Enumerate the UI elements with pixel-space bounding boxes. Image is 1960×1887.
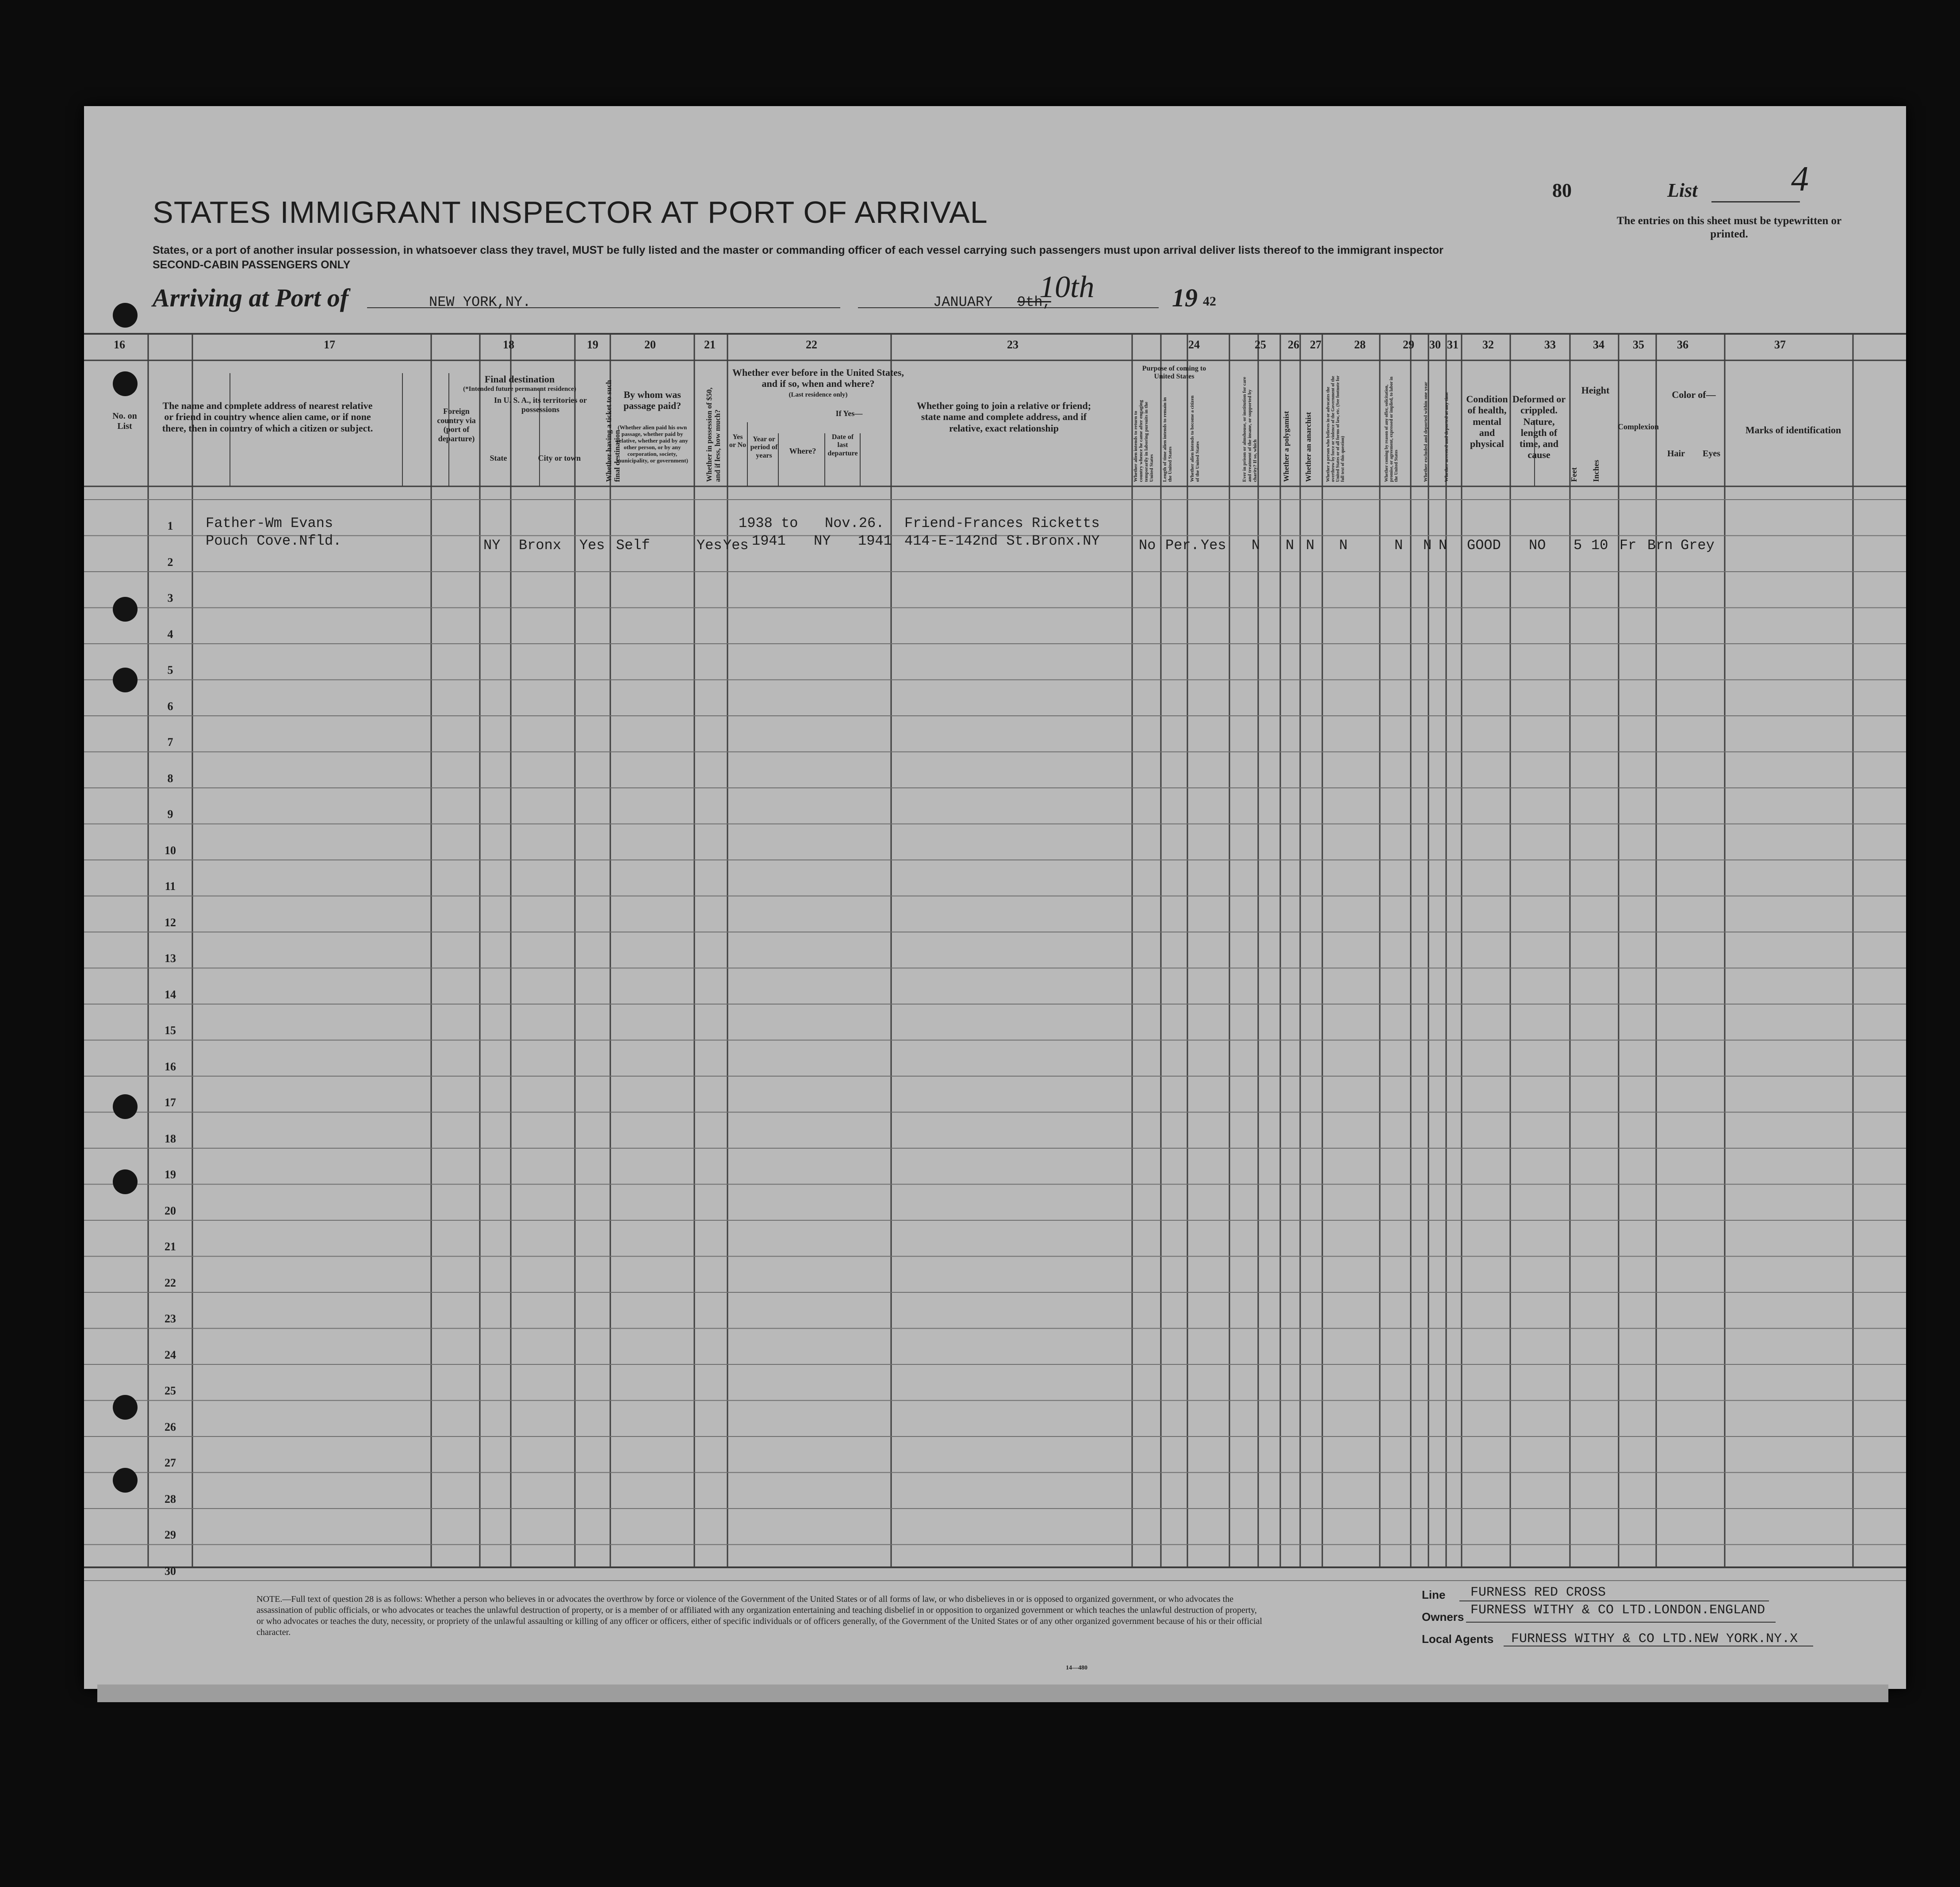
col-number-23: 23 [1007,338,1018,351]
binding-hole [113,1468,138,1493]
row-number: 3 [167,592,173,604]
entry-period-line2: 1941 [752,533,786,549]
row-number: 27 [165,1456,176,1469]
line-value: FURNESS RED CROSS [1470,1585,1606,1600]
entry-before-yes: Yes [723,537,749,554]
row-number: 20 [165,1204,176,1217]
col-number-27: 27 [1310,338,1321,351]
header-last-departure: Date of last departure [827,433,858,457]
row-number: 7 [167,736,173,749]
col-number-19: 19 [587,338,598,351]
header-polygamist: Whether a polygamist [1282,411,1290,482]
footnote-question-28: NOTE.—Full text of question 28 is as follows: Whether a person who believes in or advocates the overthrow by force or violence of the Government of the United States or of all forms of law, or who disbelieves in or is opposed to organized government, or who advocates the assassination of public officials, or who advocates or teaches the unlawful destruction of property, or is a member of or affiliated with any organization entertaining and teaching disbelief in or opposition to organized government or which teaches the unlawful destruction of property, or who advocates or teaches the duty, necessity, or propriety of the unlawful assaulting or killing of any officer or officers, either of specific individuals or of officers generally, of the Government of the United States or of any other organized government because of his or their official character. [256,1594,1263,1637]
row-number: 19 [165,1168,176,1181]
header-anarchist: Whether an anarchist [1304,412,1313,482]
entry-length: Per. [1165,537,1199,554]
col-number-34: 34 [1593,338,1604,351]
header-final-destination: Final destination [484,374,555,385]
col-number-22: 22 [806,338,817,351]
entry-return: No [1139,537,1156,554]
col-number-24: 24 [1188,338,1200,351]
entries-note: The entries on this sheet must be typewritten or printed. [1616,215,1842,240]
row-number: 8 [167,772,173,785]
entry-nearest-line1: Father-Wm Evans [206,515,333,531]
row-number: 10 [165,844,176,857]
header-in-usa: In U. S. A., its territories or possessions [494,396,587,414]
row-number: 22 [165,1276,176,1289]
row-number: 28 [165,1492,176,1505]
header-if-yes: If Yes— [835,409,863,418]
header-ever-before: Whether ever before in the United States, and if so, when and where? [732,367,904,390]
row-number: 26 [165,1420,176,1433]
header-complexion: Complexion [1618,422,1659,431]
line-label: Line [1422,1588,1446,1601]
arriving-label: Arriving at Port of [153,283,349,312]
row-number: 17 [165,1096,176,1109]
header-by-whom-note: (Whether alien paid his own passage, whether paid by relative, whether paid by any other person, or by any corporation, society, municipality, or government) [616,424,688,464]
binding-hole [113,668,138,692]
agents-value: FURNESS WITHY & CO LTD.NEW YORK.NY.X [1511,1631,1798,1646]
col-number-25: 25 [1255,338,1266,351]
col-number-16: 16 [114,338,125,351]
row-number: 21 [165,1240,176,1253]
date-struck: 9th, [1017,294,1051,310]
row-number: 14 [165,988,176,1001]
date-day-handwritten: 10th [1039,270,1095,304]
entry-state: NY [483,537,501,554]
row-number: 23 [165,1312,176,1325]
entry-hair: Brn [1647,537,1673,554]
binding-hole [113,303,138,328]
row-number: 29 [165,1528,176,1541]
entry-health: GOOD [1467,537,1501,554]
header-ticket: Whether having a ticket to such final destination [605,380,621,482]
col-number-35: 35 [1633,338,1644,351]
binding-hole [113,1094,138,1119]
entry-join-line1: Friend-Frances Ricketts [904,515,1100,531]
entry-city: Bronx [519,537,562,554]
entry-offer: N [1394,537,1403,554]
col-number-37: 37 [1774,338,1786,351]
entry-money: Yes [697,537,722,554]
header-excluded: Whether excluded and deported within one year [1423,382,1428,482]
list-label: List [1667,180,1698,201]
instructions-text: States, or a port of another insular possession, in whatsoever class they travel, MUST be fully listed and the master or commanding officer of each vessel carrying such passengers must upon arrival deliver lists thereof to the immigrant inspector [153,244,1443,256]
entry-polygamist: N [1286,537,1294,554]
col-number-21: 21 [704,338,716,351]
header-hair: Hair [1667,449,1685,458]
date-line [858,307,1159,308]
list-number: 4 [1791,160,1809,199]
header-city: City or town [538,454,581,462]
entry-arrested: N [1439,537,1447,554]
header-eyes: Eyes [1703,449,1720,458]
class-line: SECOND-CABIN PASSENGERS ONLY [153,259,351,271]
header-condition: Condition of health, mental and physical [1466,393,1508,450]
manifest-sheet [84,106,1906,1689]
col-number-36: 36 [1677,338,1688,351]
row-number: 2 [167,555,173,569]
header-marks: Marks of identification [1745,424,1841,435]
header-purpose-length: Length of time alien intends to remain in the United States [1162,397,1173,482]
entry-complexion: Fr [1619,537,1637,554]
page-number: 80 [1552,180,1572,201]
row-number: 6 [167,699,173,713]
binding-hole [113,371,138,396]
port-value: NEW YORK,NY. [429,294,531,310]
col-number-17: 17 [324,338,335,351]
row-number: 4 [167,627,173,641]
entry-where-line2: NY [814,533,831,549]
owners-rule [1466,1622,1776,1623]
header-overthrow: Whether a person who believes in or advocates the overthrow by force or violence of the Government of the United States or of all forms of law, etc. (See footnote for full text of this question) [1326,375,1345,482]
col-number-28: 28 [1354,338,1366,351]
row-number: 24 [165,1348,176,1361]
entry-join-line2: 414-E-142nd St.Bronx.NY [904,533,1100,549]
col-number-18: 18 [503,338,514,351]
year-suffix: 42 [1203,294,1216,309]
header-offer: Whether coming by reason of any offer, solicitation, promise, or agreement, expressed or implied, to labor in the United States [1384,376,1399,482]
header-inches: Inches [1592,459,1600,482]
col-number-32: 32 [1482,338,1494,351]
entry-deformed: NO [1529,537,1546,554]
col-number-31: 31 [1447,338,1459,351]
header-yes-no: Yes or No [729,433,746,449]
entry-feet: 5 [1573,537,1582,554]
row-number: 15 [165,1024,176,1037]
row-number: 9 [167,808,173,821]
form-number: 14—480 [1066,1665,1087,1671]
header-join-relative: Whether going to join a relative or friend; state name and complete address, and if relative, exact relationship [916,400,1091,434]
binding-hole [113,597,138,622]
header-prison: Ever in prison or almshouse, or institution for care and treatment of the insane, or supported by charity? If so, which [1242,377,1258,482]
binding-hole [113,1395,138,1420]
col-number-20: 20 [644,338,656,351]
entry-nearest-line2: Pouch Cove.Nfld. [206,533,342,549]
header-money: Whether in possession of $50, and if less, how much? [705,387,722,482]
header-deformed: Deformed or crippled. Nature, length of time, and cause [1512,393,1566,461]
owners-label: Owners [1422,1610,1464,1623]
row-number: 5 [167,664,173,676]
entry-ticket: Yes [579,537,605,554]
row-number: 12 [165,916,176,929]
entry-where-line1: Nov.26. [825,515,884,531]
header-height: Height [1581,385,1610,396]
header-feet: Feet [1570,467,1578,482]
col-number-33: 33 [1544,338,1556,351]
entry-paid-by: Self [616,537,650,554]
header-no-on-list: No. on List [112,411,137,431]
row-number: 13 [165,952,176,965]
list-line [1711,201,1800,202]
header-where: Where? [789,447,816,455]
owners-value: FURNESS WITHY & CO LTD.LONDON.ENGLAND [1470,1603,1765,1618]
row-number: 18 [165,1132,176,1145]
header-by-whom: By whom was passage paid? [623,389,681,412]
entry-excluded: N [1423,537,1432,554]
row-number: 1 [167,519,173,532]
entry-overthrow: N [1339,537,1348,554]
header-purpose-return: Whether alien intends to return to country whence he came after engaging temporarily in laboring pursuits in the United States [1133,400,1155,482]
col-number-29: 29 [1403,338,1414,351]
entry-anarchist: N [1306,537,1315,554]
entry-citizen: Yes [1201,537,1226,554]
date-month: JANUARY [933,294,993,310]
row-number: 11 [165,880,176,893]
col-number-26: 26 [1288,338,1299,351]
header-purpose-citizen: Whether alien intends to become a citizen of the United States [1190,395,1201,482]
entry-inches: 10 [1591,537,1608,554]
header-period: Year or period of years [750,435,778,459]
header-final-note: (*Intended future permanent residence) [463,386,576,393]
header-purpose: Purpose of coming to United States [1142,365,1206,381]
year-prefix: 19 [1172,283,1198,312]
row-number: 25 [165,1384,176,1397]
binding-hole [113,1169,138,1194]
header-arrested: Whether arrested and deported at any time [1444,392,1449,482]
header-before-note: (Last residence only) [789,391,848,398]
header-color-of: Color of— [1672,389,1716,400]
row-number: 16 [165,1060,176,1073]
header-state: State [490,454,507,462]
entry-period-line1: 1938 to [739,515,798,531]
form-title: STATES IMMIGRANT INSPECTOR AT PORT OF ARRIVAL [153,195,988,229]
entry-eyes: Grey [1681,537,1715,554]
row-number: 30 [165,1564,176,1578]
col-number-30: 30 [1429,338,1441,351]
agents-label: Local Agents [1422,1632,1494,1646]
header-foreign-country: Foreign country via (port of departure) [437,407,476,443]
header-nearest-relative: The name and complete address of nearest relative or friend in country whence alien came, or if none there, then in country of which a citizen or subject. [162,400,373,434]
entry-last-departure: 1941 [858,533,892,549]
entry-prison: N [1252,537,1260,554]
